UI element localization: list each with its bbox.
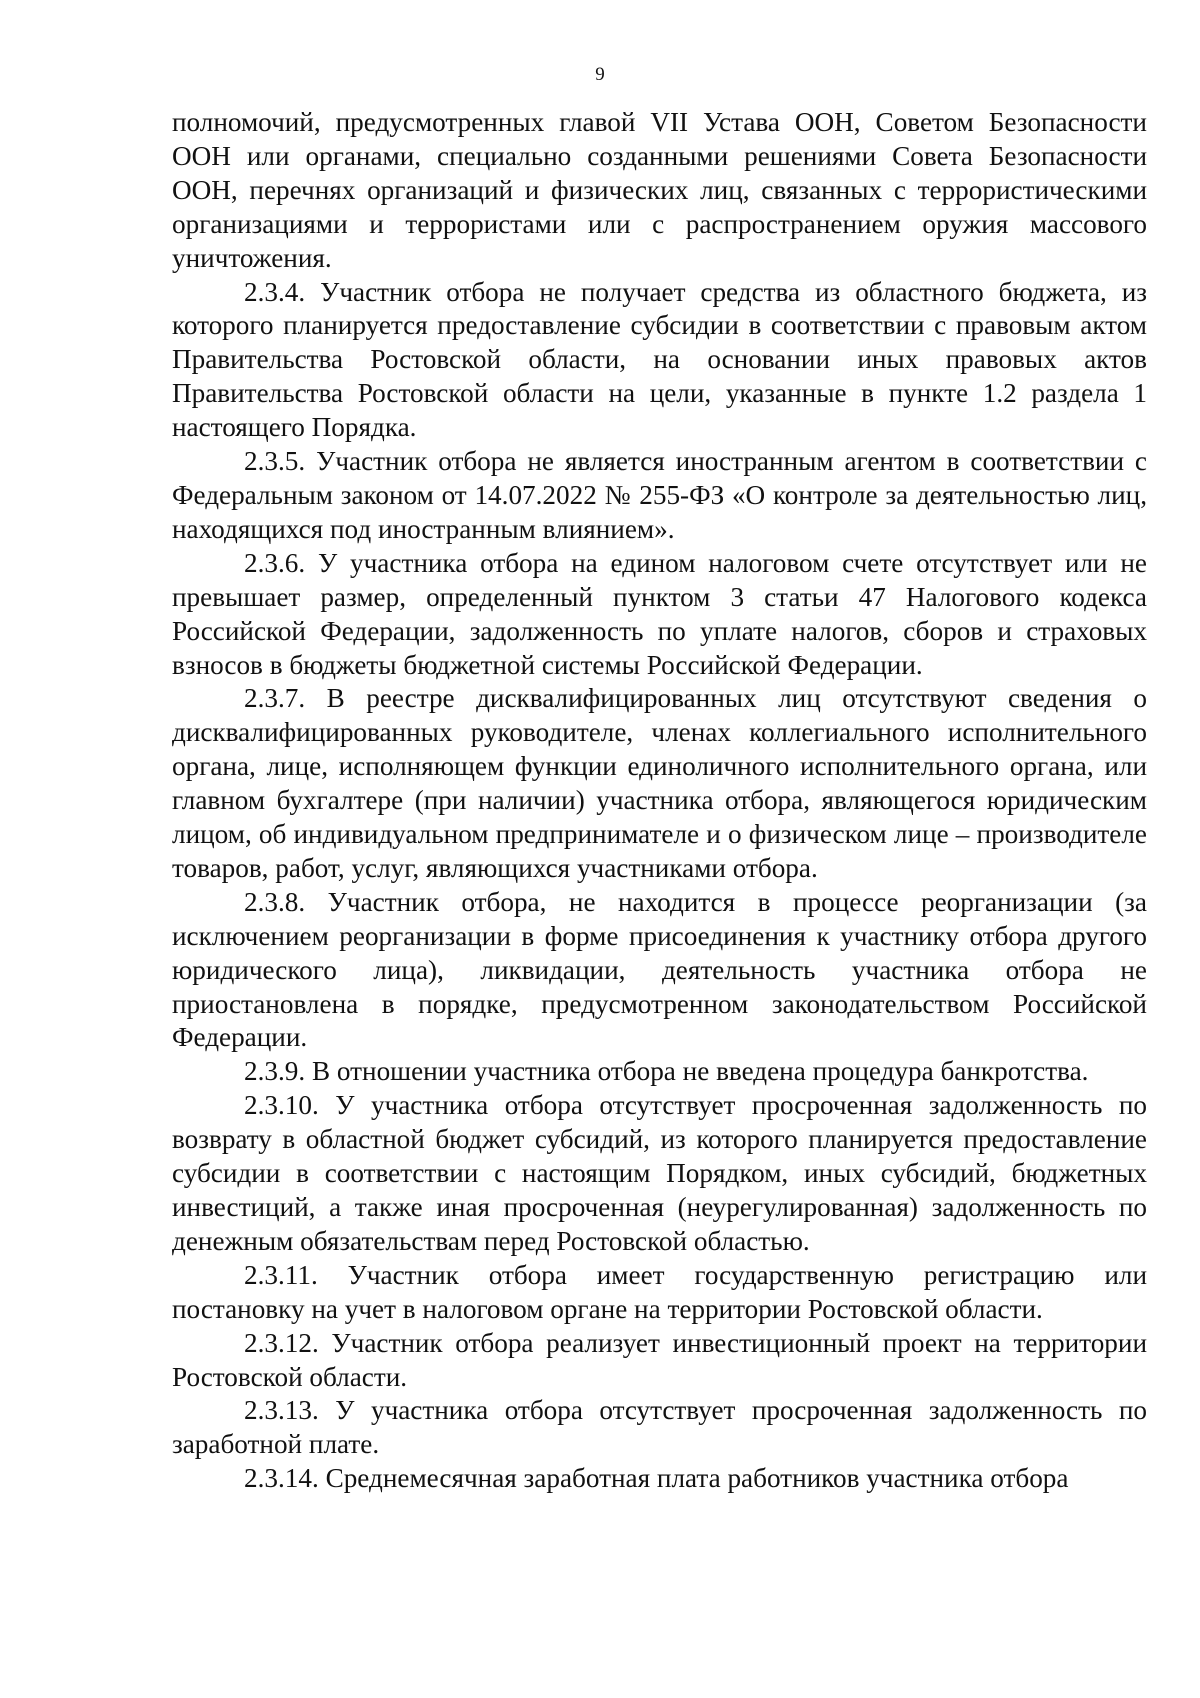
paragraph-2-3-14: 2.3.14. Среднемесячная заработная плата работников участника отбора <box>244 1463 1069 1494</box>
paragraph-2-3-13: 2.3.13. У участника отбора отсутствует просроченная задолженность по заработной плате. <box>172 1395 1147 1460</box>
paragraph-2-3-11: 2.3.11. Участник отбора имеет государственную регистрацию или постановку на учет в налоговом органе на территории Ростовской области. <box>172 1259 1147 1324</box>
paragraph-2-3-4: 2.3.4. Участник отбора не получает средства из областного бюджета, из которого планируется предоставление субсидии в соответствии с правовым актом Правительства Ростовской области, на основании иных правовых актов Правительства Ростовской области на цели, указанные в пункте 1.2 раздела 1 настоящего Порядка. <box>172 276 1147 443</box>
paragraph-continuation: полномочий, предусмотренных главой VII Устава ООН, Советом Безопасности ООН или органами, специально созданными решениями Совета Безопасности ООН, перечнях организаций и физических лиц, связанных с террористическими организациями и террористами или с распространением оружия массового уничтожения. <box>172 107 1147 273</box>
paragraph-2-3-12: 2.3.12. Участник отбора реализует инвестиционный проект на территории Ростовской области. <box>172 1327 1147 1392</box>
paragraph-2-3-8: 2.3.8. Участник отбора, не находится в процессе реорганизации (за исключением реорганизации в форме присоединения к участнику отбора другого юридического лица), ликвидации, деятельность участника отбора не приостановлена в порядке, предусмотренном законодательством Российской Федерации. <box>172 886 1147 1053</box>
paragraph-2-3-6: 2.3.6. У участника отбора на едином налоговом счете отсутствует или не превышает размер, определенный пунктом 3 статьи 47 Налогового кодекса Российской Федерации, задолженность по уплате налогов, сборов и страховых взносов в бюджеты бюджетной системы Российской Федерации. <box>172 547 1147 680</box>
page-number: 9 <box>595 64 605 85</box>
document-body <box>172 106 1147 1496</box>
paragraph-2-3-10: 2.3.10. У участника отбора отсутствует просроченная задолженность по возврату в областной бюджет субсидий, из которого планируется предоставление субсидии в соответствии с настоящим Порядком, иных субсидий, бюджетных инвестиций, а также иная просроченная (неурегулированная) задолженность по денежным обязательствам перед Ростовской областью. <box>172 1090 1147 1256</box>
paragraph-2-3-5: 2.3.5. Участник отбора не является иностранным агентом в соответствии с Федеральным законом от 14.07.2022 № 255-ФЗ «О контроле за деятельностью лиц, находящихся под иностранным влиянием». <box>172 446 1147 544</box>
paragraph-2-3-9: 2.3.9. В отношении участника отбора не введена процедура банкротства. <box>244 1056 1089 1087</box>
paragraph-2-3-7: 2.3.7. В реестре дисквалифицированных лиц отсутствуют сведения о дисквалифицированных руководителе, членах коллегиального исполнительного органа, лице, исполняющем функции единоличного исполнительного органа, или главном бухгалтере (при наличии) участника отбора, являющегося юридическим лицом, об индивидуальном предпринимателе и о физическом лице – производителе товаров, работ, услуг, являющихся участниками отбора. <box>172 683 1147 883</box>
